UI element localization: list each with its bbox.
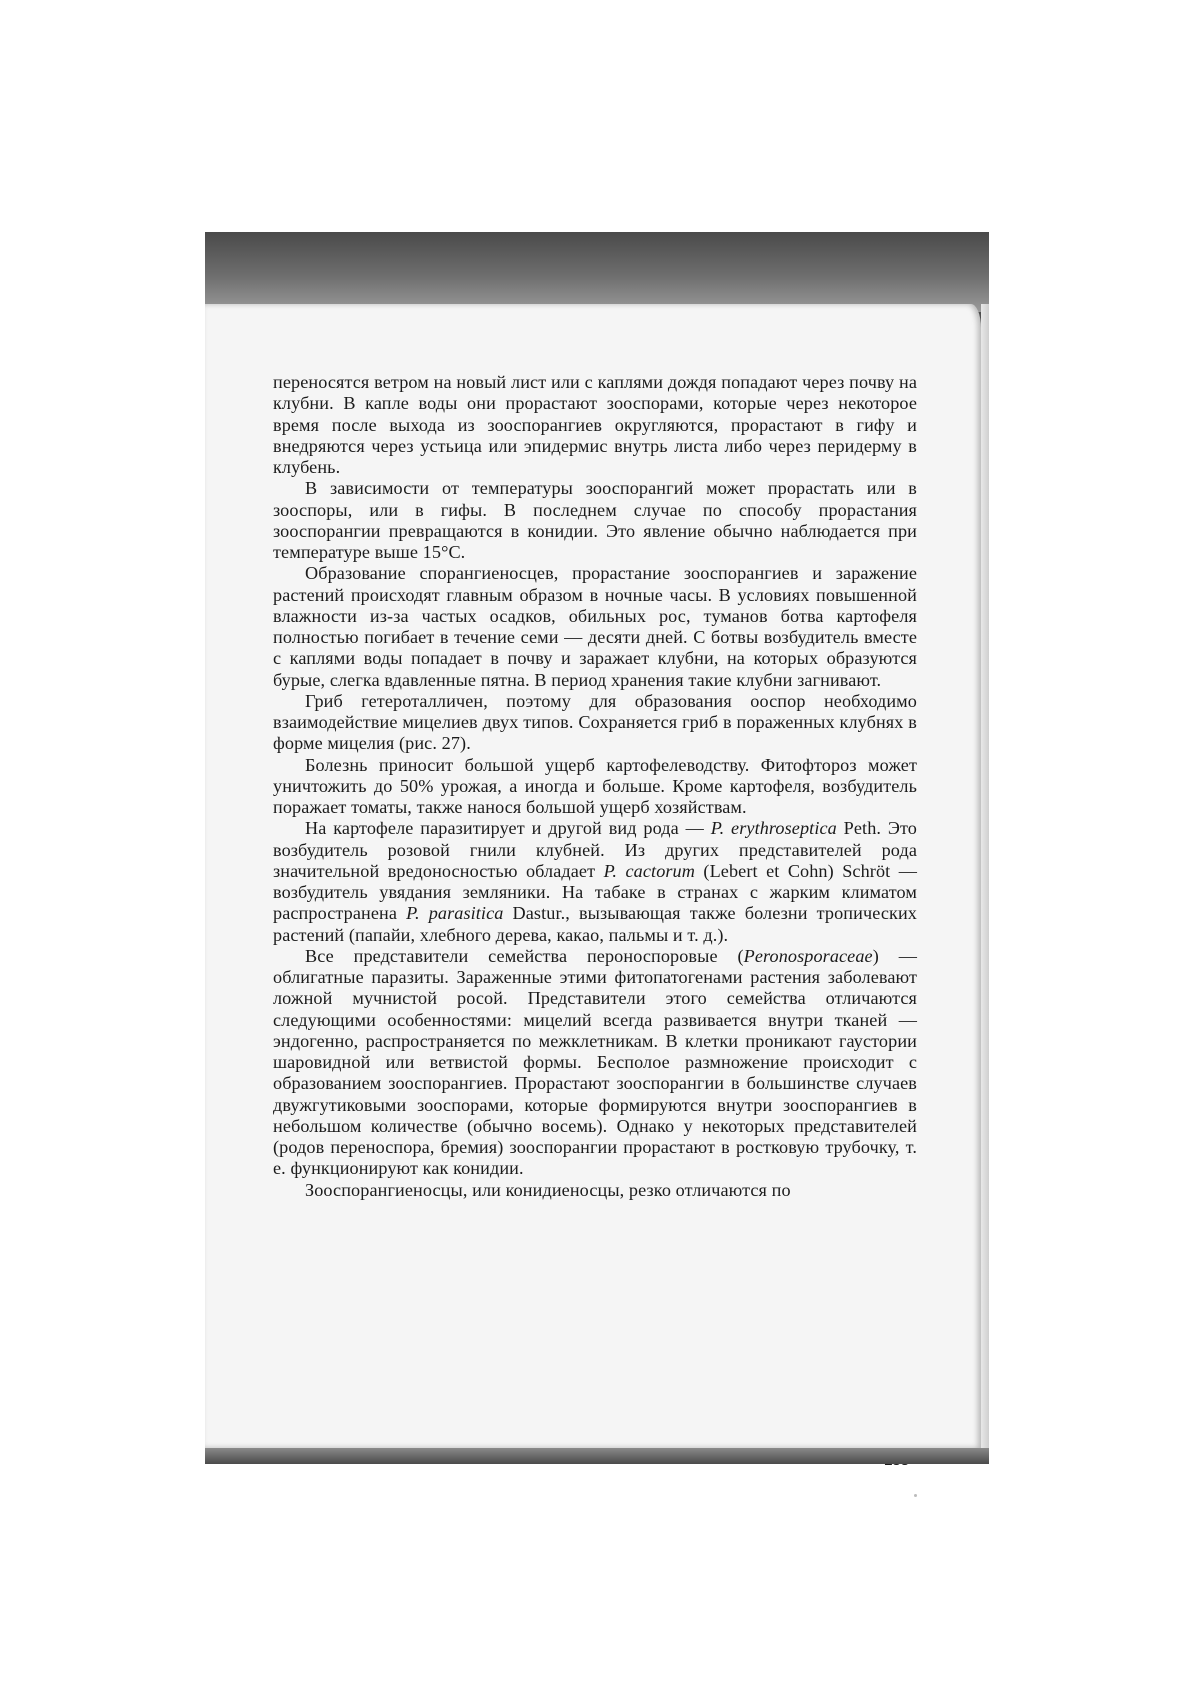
scan-shadow-bottom	[205, 1448, 989, 1464]
italic-taxon: Peronosporaceae	[743, 945, 873, 966]
paper-fleck	[914, 1494, 917, 1497]
page-edge	[981, 304, 989, 1448]
text-run: переносятся ветром на новый лист или с каплями дождя попадают через почву на клубни. В капле воды они прорастают зооспорами, которые через некоторое время после выхода из зооспорангиев округляются, прорастают в гифу и внедряются через устьица или эпидермис внутрь листа либо через перидерму в клубень.	[273, 372, 917, 477]
italic-taxon: P. cactorum	[603, 860, 695, 881]
text-run: Dastur., вызывающая также болезни тропических растений (папайи, хлебного дерева, какао, пальмы и т. д.).	[273, 903, 917, 945]
body-text	[273, 372, 917, 1201]
paragraph	[273, 563, 917, 691]
text-run: На картофеле паразитирует и другой вид рода —	[305, 818, 711, 839]
text-run: ) — облигатные паразиты. Зараженные этими фитопатогенами растения заболевают ложной мучнистой росой. Представители этого семейства отличаются следующими особенностями: мицелий всегда развивается внутри тканей — эндогенно, распространяется по межклетникам. В клетки проникают гаустории шаровидной или ветвистой формы. Бесполое размножение происходит с образованием зооспорангиев. Прорастают зооспорангии в большинстве случаев двужгутиковыми зооспорами, которые формируются внутри зооспорангиев в небольшом количестве (обычно восемь). Однако у некоторых представителей (родов переноспора, бремия) зооспорангии прорастают в ростковую трубочку, т. е. функционируют как конидии.	[273, 945, 918, 1179]
paragraph	[273, 691, 917, 755]
text-run: Зооспорангиеносцы, или конидиеносцы, резко отличаются по	[305, 1179, 791, 1200]
scan-shadow-top	[205, 232, 989, 312]
text-run: (Lebert et Cohn) Schröt — возбудитель увядания земляники. На табаке в странах с жарким климатом распространена	[273, 860, 918, 924]
paragraph	[273, 1180, 917, 1201]
text-run: Образование спорангиеносцев, прорастание зооспорангиев и заражение растений происходят главным образом в ночные часы. В условиях повышенной влажности из-за частых осадков, обильных рос, туманов ботва картофеля полностью погибает в течение семи — десяти дней. С ботвы возбудитель вместе с каплями воды попадает в почву и заражает клубни, на которых образуются бурые, слегка вдавленные пятна. В период хранения такие клубни загнивают.	[273, 563, 917, 690]
paragraph	[273, 818, 917, 946]
paragraph	[273, 755, 917, 819]
book-page	[205, 304, 981, 1448]
text-run: Peth. Это возбудитель розовой гнили клубней. Из других представителей рода значительной вредоносностью обладает	[273, 818, 917, 881]
scanned-page	[205, 232, 989, 1464]
text-run: В зависимости от температуры зооспорангий может прорастать или в зооспоры, или в гифы. В последнем случае по способу прорастания зооспорангии превращаются в конидии. Это явление обычно наблюдается при температуре выше 15°С.	[273, 478, 917, 562]
paragraph	[273, 946, 917, 1180]
italic-taxon: P. erythroseptica	[710, 818, 837, 839]
italic-taxon: P. parasitica	[406, 903, 504, 924]
text-run: Болезнь приносит большой ущерб картофелеводству. Фитофтороз может уничтожить до 50% урожая, а иногда и больше. Кроме картофеля, возбудитель поражает томаты, также нанося большой ущерб хозяйствам.	[273, 754, 917, 817]
paragraph	[273, 372, 917, 478]
text-run: Гриб гетероталличен, поэтому для образования ооспор необходимо взаимодействие мицелиев двух типов. Сохраняется гриб в пораженных клубнях в форме мицелия (рис. 27).	[273, 690, 917, 754]
text-run: Все представители семейства пероноспоровые (	[305, 945, 744, 966]
paragraph	[273, 478, 917, 563]
